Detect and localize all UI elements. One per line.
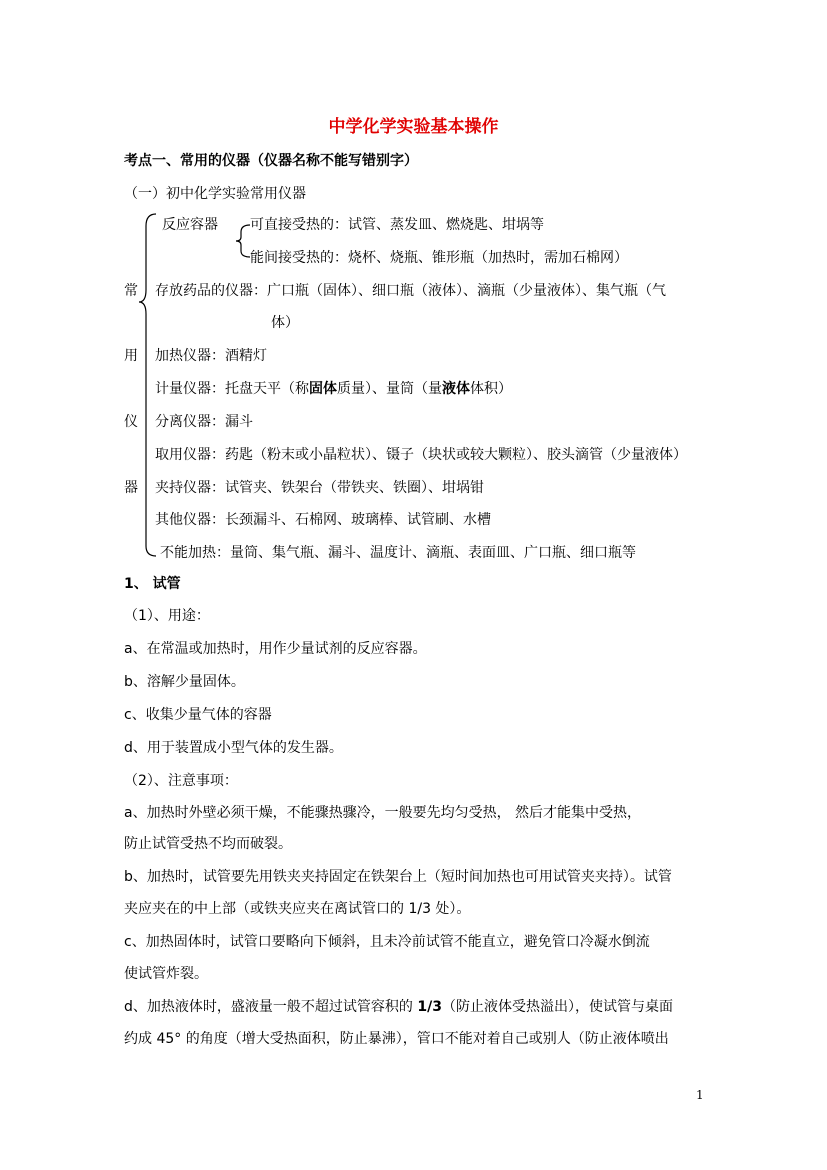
indirect-heating-line: 能间接受热的：烧杯、烧瓶、锥形瓶（加热时，需加石棉网） xyxy=(250,250,628,266)
note-a-line-1: a、加热时外壁必须干燥，不能骤热骤冷，一般要先均匀受热， 然后才能集中受热， xyxy=(124,805,642,821)
side-label-char: 器 xyxy=(124,480,138,496)
taking-instruments-line: 取用仪器：药匙（粉末或小晶粒状）、镊子（块状或较大颗粒）、胶头滴管（少量液体） xyxy=(155,447,687,463)
page-number: 1 xyxy=(696,1088,704,1102)
page-title: 中学化学实验基本操作 xyxy=(328,117,499,137)
notes-heading: （2）、注意事项： xyxy=(124,773,238,789)
note-d-line-2: 约成 45° 的角度（增大受热面积，防止暴沸），管口不能对着自己或别人（防止液体喷出 xyxy=(124,1031,669,1047)
other-instruments-line: 其他仪器：长颈漏斗、石棉网、玻璃棒、试管刷、水槽 xyxy=(155,512,491,528)
not-heatable-line: 不能加热：量筒、集气瓶、漏斗、温度计、滴瓶、表面皿、广口瓶、细口瓶等 xyxy=(160,545,636,561)
storage-line-1: 存放药品的仪器：广口瓶（固体）、细口瓶（液体）、滴瓶（少量液体）、集气瓶（气 xyxy=(155,283,666,299)
use-item: b、溶解少量固体。 xyxy=(124,674,245,690)
note-b-line-1: b、加热时，试管要先用铁夹夹持固定在铁架台上（短时间加热也可用试管夹夹持）。试管 xyxy=(124,869,672,885)
section1-heading: 考点一、常用的仪器（仪器名称不能写错别字） xyxy=(124,153,418,169)
side-label-char: 常 xyxy=(124,283,138,299)
clamping-instruments-line: 夹持仪器：试管夹、铁架台（带铁夹、铁圈）、坩埚钳 xyxy=(155,480,484,496)
reaction-container-label: 反应容器 xyxy=(162,217,218,233)
separation-instruments-line: 分离仪器：漏斗 xyxy=(155,414,253,430)
note-b-line-2: 夹应夹在的中上部（或铁夹应夹在离试管口的 1/3 处）。 xyxy=(124,901,471,917)
uses-heading: （1）、用途： xyxy=(124,608,210,624)
subsection1-heading: （一）初中化学实验常用仪器 xyxy=(124,186,306,202)
side-label-char: 用 xyxy=(124,348,138,364)
use-item: d、用于装置成小型气体的发生器。 xyxy=(124,740,343,756)
measuring-instruments-line: 计量仪器：托盘天平（称固体质量）、量筒（量液体体积） xyxy=(155,381,512,397)
note-c-line-2: 使试管炸裂。 xyxy=(124,966,208,982)
item1-heading: 1、 试管 xyxy=(124,576,181,592)
note-c-line-1: c、加热固体时，试管口要略向下倾斜，且未冷前试管不能直立，避免管口冷凝水倒流 xyxy=(124,934,650,950)
use-item: c、收集少量气体的容器 xyxy=(124,707,272,723)
heating-instruments-line: 加热仪器：酒精灯 xyxy=(155,348,267,364)
note-a-line-2: 防止试管受热不均而破裂。 xyxy=(124,836,292,852)
use-item: a、在常温或加热时，用作少量试剂的反应容器。 xyxy=(124,641,427,657)
storage-line-2: 体） xyxy=(271,315,299,331)
side-label-char: 仪 xyxy=(124,414,138,430)
note-d-line-1: d、加热液体时，盛液量一般不超过试管容积的 1/3（防止液体受热溢出），使试管与桌面 xyxy=(124,999,673,1015)
direct-heating-line: 可直接受热的：试管、蒸发皿、燃烧匙、坩埚等 xyxy=(250,217,544,233)
